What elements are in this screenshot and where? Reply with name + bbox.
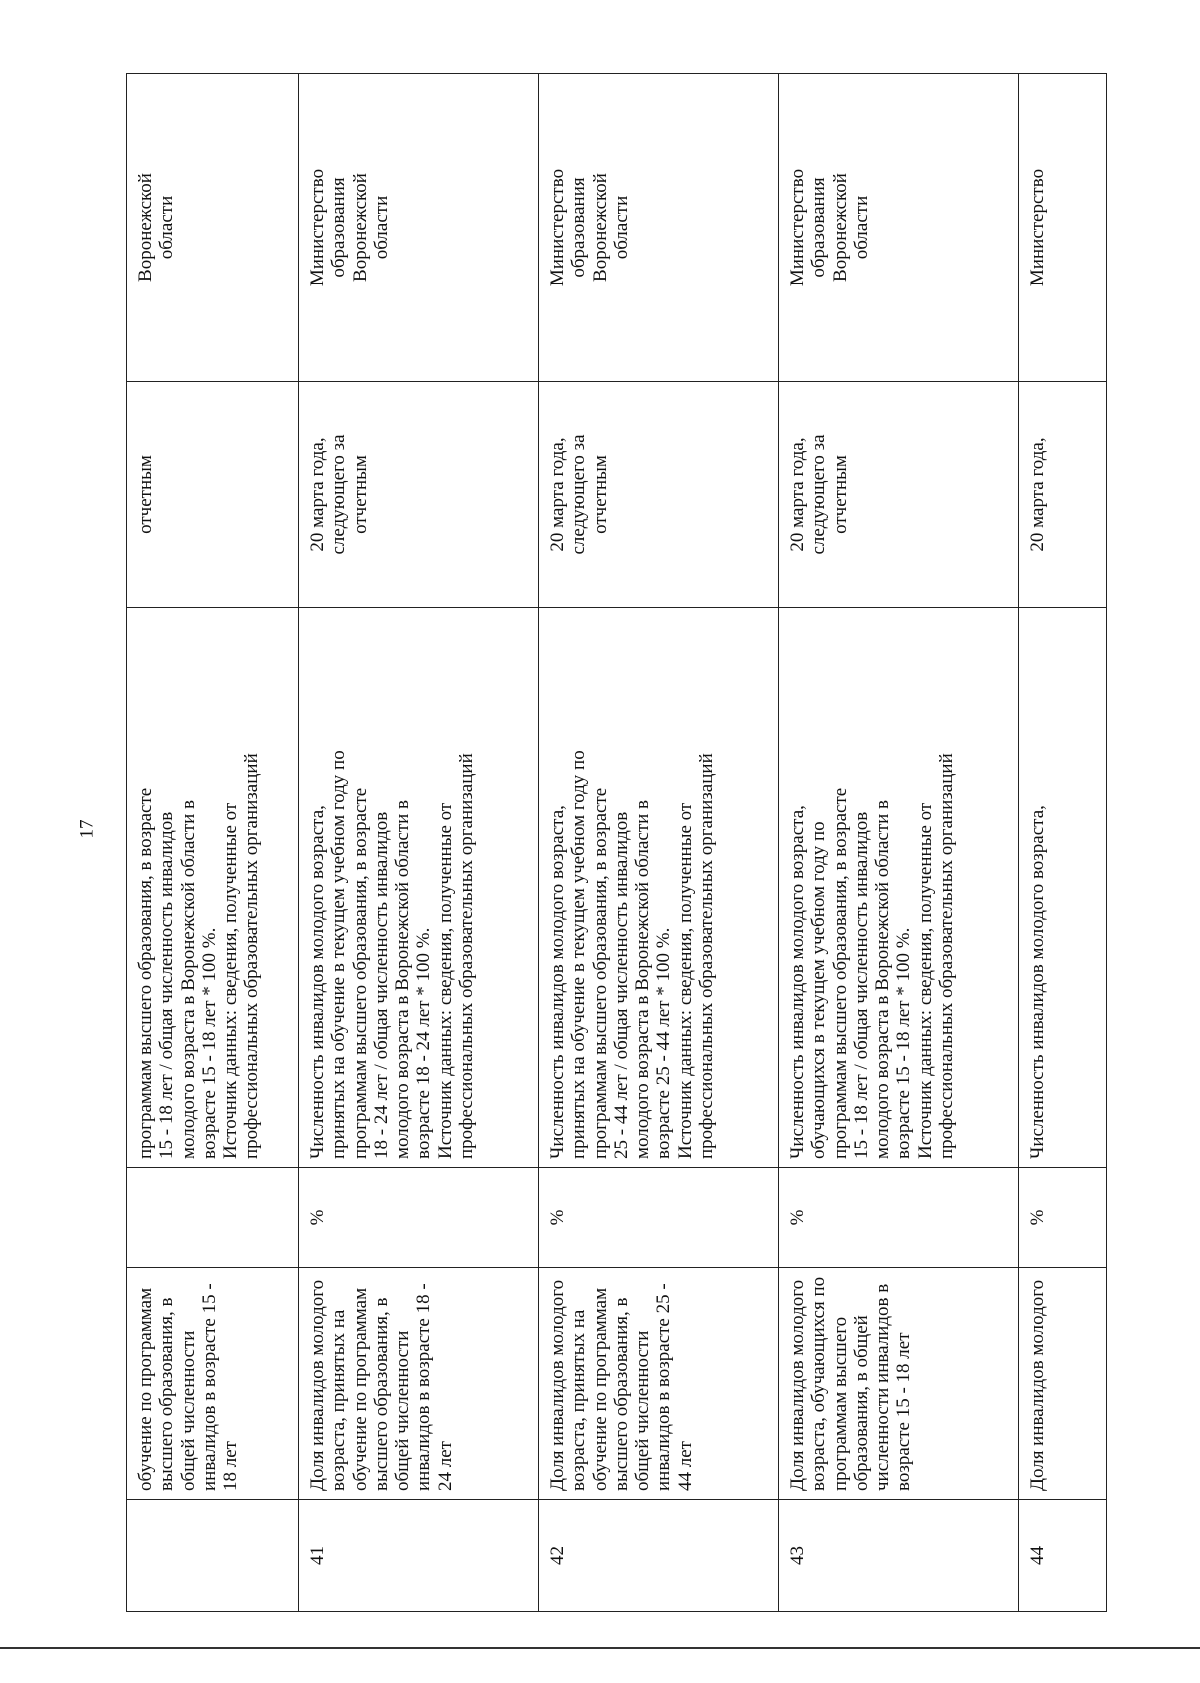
indicators-table-rotated [126,74,1106,1612]
indicator-name-cell: Доля инвалидов молодого [1019,1268,1107,1500]
row-number-cell: 41 [299,1500,539,1612]
row-number-cell: 44 [1019,1500,1107,1612]
indicator-name-cell: Доля инвалидов молодого возраста, принятых на обучение по программам высшего образования, в общей численности инвалидов в возрасте 25 - 44 лет [539,1268,779,1500]
responsible-cell: Министерство образования Воронежской области [539,74,779,382]
deadline-cell: отчетным [127,382,299,608]
table-row-41 [299,74,539,1612]
row-number-cell: 42 [539,1500,779,1612]
row-number-cell [127,1500,299,1612]
unit-cell: % [539,1168,779,1268]
indicator-name-cell: Доля инвалидов молодого возраста, принятых на обучение по программам высшего образования, в общей численности инвалидов в возрасте 18 - 24 лет [299,1268,539,1500]
calculation-method-cell: программам высшего образования, в возрасте 15 - 18 лет / общая численность инвалидов молодого возраста в Воронежской области в возрасте 15 - 18 лет * 100 %. Источник данных: сведения, полученные от профессиональных образовательных организаций [127,608,299,1168]
unit-cell: % [779,1168,1019,1268]
calculation-method-cell: Численность инвалидов молодого возраста, принятых на обучение в текущем учебном году по программам высшего образования, в возрасте 25 - 44 лет / общая численность инвалидов молодого возраста в Воронежской области в возрасте 25 - 44 лет * 100 %. Источник данных: сведения, полученные от профессиональных образовательных организаций [539,608,779,1168]
calculation-method-cell: Численность инвалидов молодого возраста, обучающихся в текущем учебном году по программам высшего образования, в возрасте 15 - 18 лет / общая численность инвалидов молодого возраста в Воронежской области в возрасте 15 - 18 лет * 100 %. Источник данных: сведения, полученные от профессиональных образовательных организаций [779,608,1019,1168]
row-number-cell: 43 [779,1500,1019,1612]
scan-edge-line [0,1647,1200,1649]
deadline-cell: 20 марта года, следующего за отчетным [779,382,1019,608]
table-row-44 [1019,74,1107,1612]
table-row-42 [539,74,779,1612]
responsible-cell: Воронежской области [127,74,299,382]
unit-cell [127,1168,299,1268]
indicator-name-cell: обучение по программам высшего образования, в общей численности инвалидов в возрасте 15 - 18 лет [127,1268,299,1500]
calculation-method-cell: Численность инвалидов молодого возраста, принятых на обучение в текущем учебном году по программам высшего образования, в возрасте 18 - 24 лет / общая численность инвалидов молодого возраста в Воронежской области в возрасте 18 - 24 лет * 100 %. Источник данных: сведения, полученные от профессиональных образовательных организаций [299,608,539,1168]
deadline-cell: 20 марта года, [1019,382,1107,608]
responsible-cell: Министерство образования Воронежской области [299,74,539,382]
unit-cell: % [1019,1168,1107,1268]
unit-cell: % [299,1168,539,1268]
page-number: 17 [76,819,98,839]
table-row-continuation [127,74,299,1612]
table-row-43 [779,74,1019,1612]
calculation-method-cell: Численность инвалидов молодого возраста, [1019,608,1107,1168]
responsible-cell: Министерство образования Воронежской области [779,74,1019,382]
responsible-cell: Министерство [1019,74,1107,382]
indicator-name-cell: Доля инвалидов молодого возраста, обучающихся по программам высшего образования, в общей численности инвалидов в возрасте 15 - 18 лет [779,1268,1019,1500]
deadline-cell: 20 марта года, следующего за отчетным [299,382,539,608]
indicators-table [126,73,1107,1612]
deadline-cell: 20 марта года, следующего за отчетным [539,382,779,608]
